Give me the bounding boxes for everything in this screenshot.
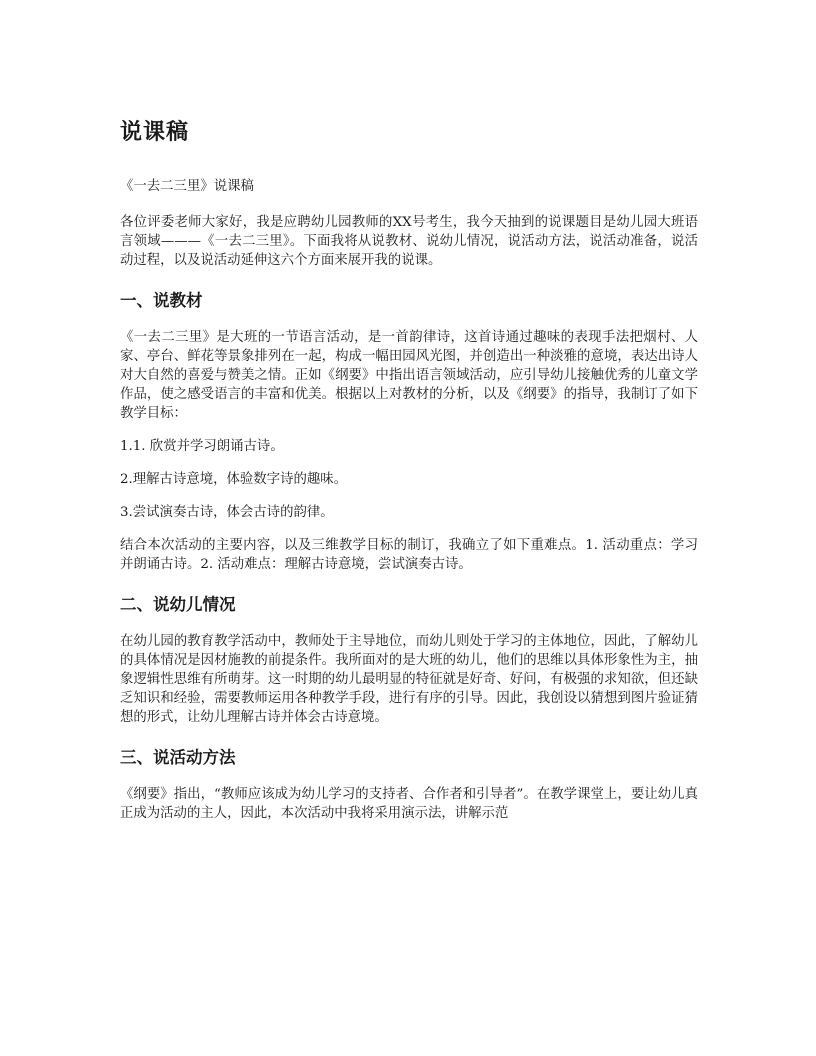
document-title: 说课稿 — [120, 120, 190, 145]
textbook-paragraph: 《一去二三里》是大班的一节语言活动，是一首韵律诗，这首诗通过趣味的表现手法把烟村、人家、亭台、鲜花等景象排列在一起，构成一幅田园风光图，并创造出一种淡雅的意境，表达出诗人对大自然的喜爱与赞美之情。正如《纲要》中指出语言领域活动，应引导幼儿接触优秀的儿童文学作品，使之感受语言的丰富和优美。根据以上对教材的分析，以及《纲要》的指导，我制订了如下教学目标： — [120, 330, 698, 421]
goal-item-3: 3.尝试演奏古诗，体会古诗的韵律。 — [120, 505, 334, 520]
key-points-paragraph: 结合本次活动的主要内容，以及三维教学目标的制订，我确立了如下重难点。1. 活动重点：学习并朗诵古诗。2. 活动难点：理解古诗意境，尝试演奏古诗。 — [120, 538, 698, 572]
document-page — [120, 118, 698, 837]
document-subtitle: 《一去二三里》说课稿 — [120, 179, 254, 194]
goal-item-1: 1.1. 欣赏并学习朗诵古诗。 — [120, 439, 284, 454]
section-heading-methods: 三、说活动方法 — [120, 748, 236, 767]
section-heading-children: 二、说幼儿情况 — [120, 595, 236, 614]
methods-paragraph: 《纲要》指出，“教师应该成为幼儿学习的支持者、合作者和引导者”。在教学课堂上，要让幼儿真正成为活动的主人，因此，本次活动中我将采用演示法，讲解示范 — [120, 787, 698, 821]
goal-item-2: 2.理解古诗意境，体验数字诗的趣味。 — [120, 472, 348, 487]
children-paragraph: 在幼儿园的教育教学活动中，教师处于主导地位，而幼儿则处于学习的主体地位，因此，了解幼儿的具体情况是因材施教的前提条件。我所面对的是大班的幼儿，他们的思维以具体形象性为主，抽象逻辑性思维有所萌芽。这一时期的幼儿最明显的特征就是好奇、好问，有极强的求知欲，但还缺乏知识和经验，需要教师运用各种教学手段，进行有序的引导。因此，我创设以猜想到图片验证猜想的形式，让幼儿理解古诗并体会古诗意境。 — [120, 634, 698, 725]
intro-paragraph: 各位评委老师大家好，我是应聘幼儿园教师的XX号考生，我今天抽到的说课题目是幼儿园大班语言领域———《一去二三里》。下面我将从说教材、说幼儿情况，说活动方法，说活动准备，说活动过程，以及说活动延伸这六个方面来展开我的说课。 — [120, 215, 698, 268]
section-heading-textbook: 一、说教材 — [120, 291, 203, 310]
